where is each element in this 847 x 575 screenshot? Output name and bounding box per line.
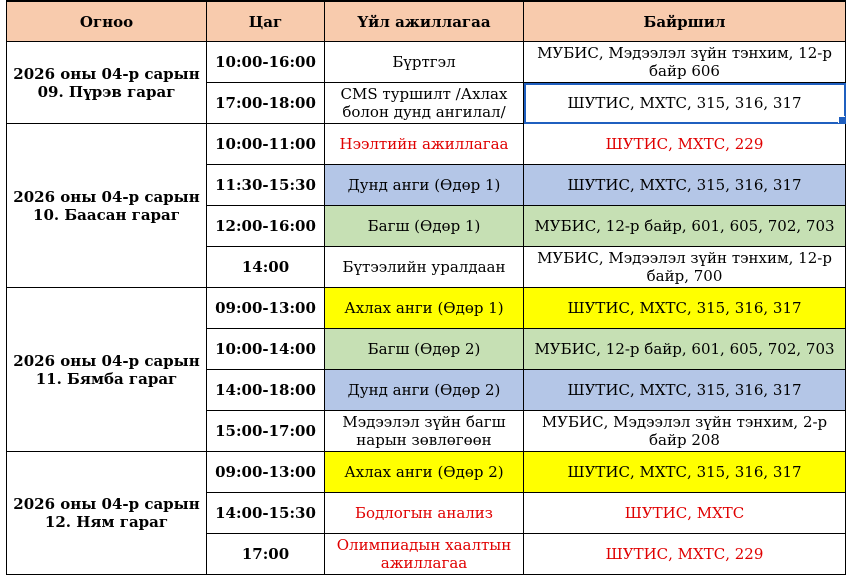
date-year-month: 2026 оны 04-р сарын [13, 495, 200, 513]
date-day: 12. Ням гараг [44, 513, 169, 531]
date-day: 10. Баасан гараг [33, 205, 180, 224]
header-date[interactable]: Огноо [7, 1, 207, 42]
activity-cell[interactable]: Бүтээлийн уралдаан [325, 247, 524, 288]
time-cell[interactable]: 14:00-15:30 [207, 493, 325, 534]
activity-cell[interactable]: Нээлтийн ажиллагаа [325, 124, 524, 165]
activity-cell[interactable]: CMS туршилт /Ахлах болон дунд ангилал/ [325, 83, 524, 124]
location-cell[interactable]: ШУТИС, МХТС, 229 [524, 534, 846, 575]
time-cell[interactable]: 12:00-16:00 [207, 206, 325, 247]
location-cell[interactable]: МУБИС, 12-р байр, 601, 605, 702, 703 [524, 206, 846, 247]
header-row [7, 1, 846, 42]
activity-cell[interactable]: Мэдээлэл зүйн багш нарын зөвлөгөөн [325, 411, 524, 452]
header-time[interactable]: Цаг [207, 1, 325, 42]
activity-cell[interactable]: Олимпиадын хаалтын ажиллагаа [325, 534, 524, 575]
date-cell[interactable] [7, 124, 207, 288]
time-cell[interactable]: 09:00-13:00 [207, 452, 325, 493]
time-cell[interactable]: 14:00-18:00 [207, 370, 325, 411]
activity-cell[interactable]: Багш (Өдөр 2) [325, 329, 524, 370]
time-cell[interactable]: 17:00-18:00 [207, 83, 325, 124]
fill-handle[interactable] [838, 116, 846, 124]
time-cell[interactable]: 15:00-17:00 [207, 411, 325, 452]
time-cell[interactable]: 11:30-15:30 [207, 165, 325, 206]
table-row [7, 124, 846, 165]
activity-cell[interactable]: Дунд анги (Өдөр 1) [325, 165, 524, 206]
activity-cell[interactable]: Багш (Өдөр 1) [325, 206, 524, 247]
time-cell[interactable]: 09:00-13:00 [207, 288, 325, 329]
time-cell[interactable]: 10:00-16:00 [207, 42, 325, 83]
time-cell[interactable]: 14:00 [207, 247, 325, 288]
location-cell[interactable]: МУБИС, Мэдээлэл зүйн тэнхим, 12-р байр, 700 [524, 247, 846, 288]
location-cell[interactable]: ШУТИС, МХТС, 315, 316, 317 [524, 370, 846, 411]
location-cell[interactable]: ШУТИС, МХТС, 315, 316, 317 [524, 452, 846, 493]
date-cell[interactable] [7, 452, 207, 575]
table-row [7, 452, 846, 493]
time-cell[interactable]: 17:00 [207, 534, 325, 575]
activity-cell[interactable]: Ахлах анги (Өдөр 2) [325, 452, 524, 493]
location-cell[interactable]: МУБИС, 12-р байр, 601, 605, 702, 703 [524, 329, 846, 370]
location-cell[interactable]: МУБИС, Мэдээлэл зүйн тэнхим, 12-р байр 606 [524, 42, 846, 83]
location-cell[interactable]: ШУТИС, МХТС, 315, 316, 317 [524, 288, 846, 329]
location-cell[interactable]: ШУТИС, МХТС, 229 [524, 124, 846, 165]
activity-cell[interactable]: Бүртгэл [325, 42, 524, 83]
time-cell[interactable]: 10:00-11:00 [207, 124, 325, 165]
location-cell-selected[interactable] [524, 83, 846, 124]
location-cell[interactable]: ШУТИС, МХТС [524, 493, 846, 534]
date-day: 09. Пүрэв гараг [37, 82, 176, 101]
date-cell[interactable] [7, 42, 207, 124]
location-text: ШУТИС, МХТС, 315, 316, 317 [567, 94, 802, 112]
table-row [7, 288, 846, 329]
time-cell[interactable]: 10:00-14:00 [207, 329, 325, 370]
date-year-month: 2026 оны 04-р сарын [13, 64, 200, 83]
header-location[interactable]: Байршил [524, 1, 846, 42]
activity-cell[interactable]: Ахлах анги (Өдөр 1) [325, 288, 524, 329]
date-year-month: 2026 оны 04-р сарын [13, 351, 200, 370]
date-day: 11. Бямба гараг [35, 369, 178, 388]
date-year-month: 2026 оны 04-р сарын [13, 187, 200, 206]
schedule-table [6, 0, 846, 575]
date-cell[interactable] [7, 288, 207, 452]
activity-cell[interactable]: Дунд анги (Өдөр 2) [325, 370, 524, 411]
activity-cell[interactable]: Бодлогын анализ [325, 493, 524, 534]
table-row [7, 42, 846, 83]
header-activity[interactable]: Үйл ажиллагаа [325, 1, 524, 42]
location-cell[interactable]: МУБИС, Мэдээлэл зүйн тэнхим, 2-р байр 208 [524, 411, 846, 452]
location-cell[interactable]: ШУТИС, МХТС, 315, 316, 317 [524, 165, 846, 206]
